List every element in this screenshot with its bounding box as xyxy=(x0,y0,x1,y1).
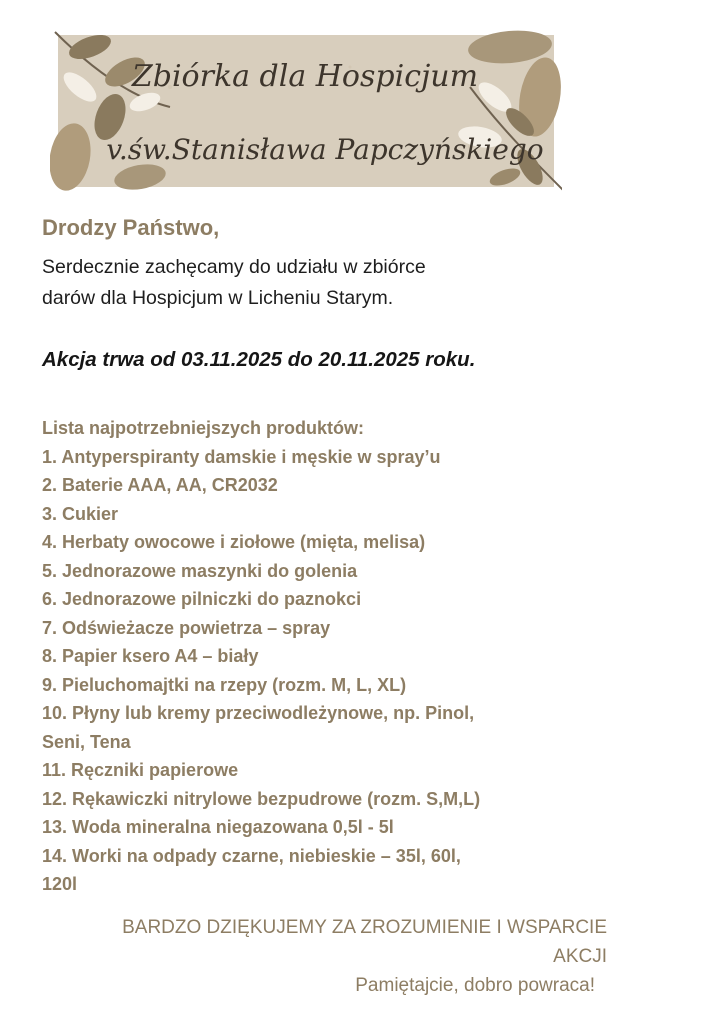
list-item: 9. Pieluchomajtki na rzepy (rozm. M, L, XL) xyxy=(42,674,407,695)
list-item: 7. Odświeżacze powietrza – spray xyxy=(42,617,331,638)
list-item: 11. Ręczniki papierowe xyxy=(42,760,239,780)
intro-line: darów dla Hospicjum w Licheniu Starym. xyxy=(42,287,394,309)
greeting: Drodzy Państwo, xyxy=(42,215,220,240)
list-item: 12. Rękawiczki nitrylowe bezpudrowe (rozm. S,M,L) xyxy=(42,788,481,809)
banner-decoration xyxy=(50,27,562,192)
thanks-line: AKCJI xyxy=(553,946,607,967)
thanks-line: BARDZO DZIĘKUJEMY ZA ZROZUMIENIE I WSPARCIE xyxy=(122,917,607,938)
list-item: 14. Worki na odpady czarne, niebieskie – 35l, 60l, xyxy=(42,845,461,866)
closing-line: Pamiętajcie, dobro powraca! xyxy=(355,975,595,996)
campaign-period: Akcja trwa od 03.11.2025 do 20.11.2025 roku. xyxy=(42,348,476,371)
list-item: 5. Jednorazowe maszynki do golenia xyxy=(42,560,358,581)
banner-title-line1: Zbiórka dla Hospicjum xyxy=(131,59,479,94)
list-item: 6. Jednorazowe pilniczki do paznokci xyxy=(42,589,362,609)
product-list xyxy=(42,414,612,899)
list-item: 8. Papier ksero A4 – biały xyxy=(42,646,259,666)
banner-title-line2: v.św.Stanisława Papczyńskiego xyxy=(106,133,544,166)
list-item: 3. Cukier xyxy=(42,503,119,524)
list-item: Seni, Tena xyxy=(42,731,131,752)
list-item: 2. Baterie AAA, AA, CR2032 xyxy=(42,475,278,495)
list-item: 1. Antyperspiranty damskie i męskie w spray’u xyxy=(42,446,441,467)
header-banner xyxy=(50,27,562,192)
list-item: 4. Herbaty owocowe i ziołowe (mięta, melisa) xyxy=(42,532,426,552)
list-item: 13. Woda mineralna niegazowana 0,5l - 5l xyxy=(42,817,394,837)
list-title: Lista najpotrzebniejszych produktów: xyxy=(42,418,365,438)
thanks-text xyxy=(47,913,607,971)
list-item: 120l xyxy=(42,874,78,894)
list-item: 10. Płyny lub kremy przeciwodleżynowe, np. Pinol, xyxy=(42,703,475,723)
intro-line: Serdecznie zachęcamy do udziału w zbiórce xyxy=(42,256,426,278)
intro-text xyxy=(42,252,642,314)
